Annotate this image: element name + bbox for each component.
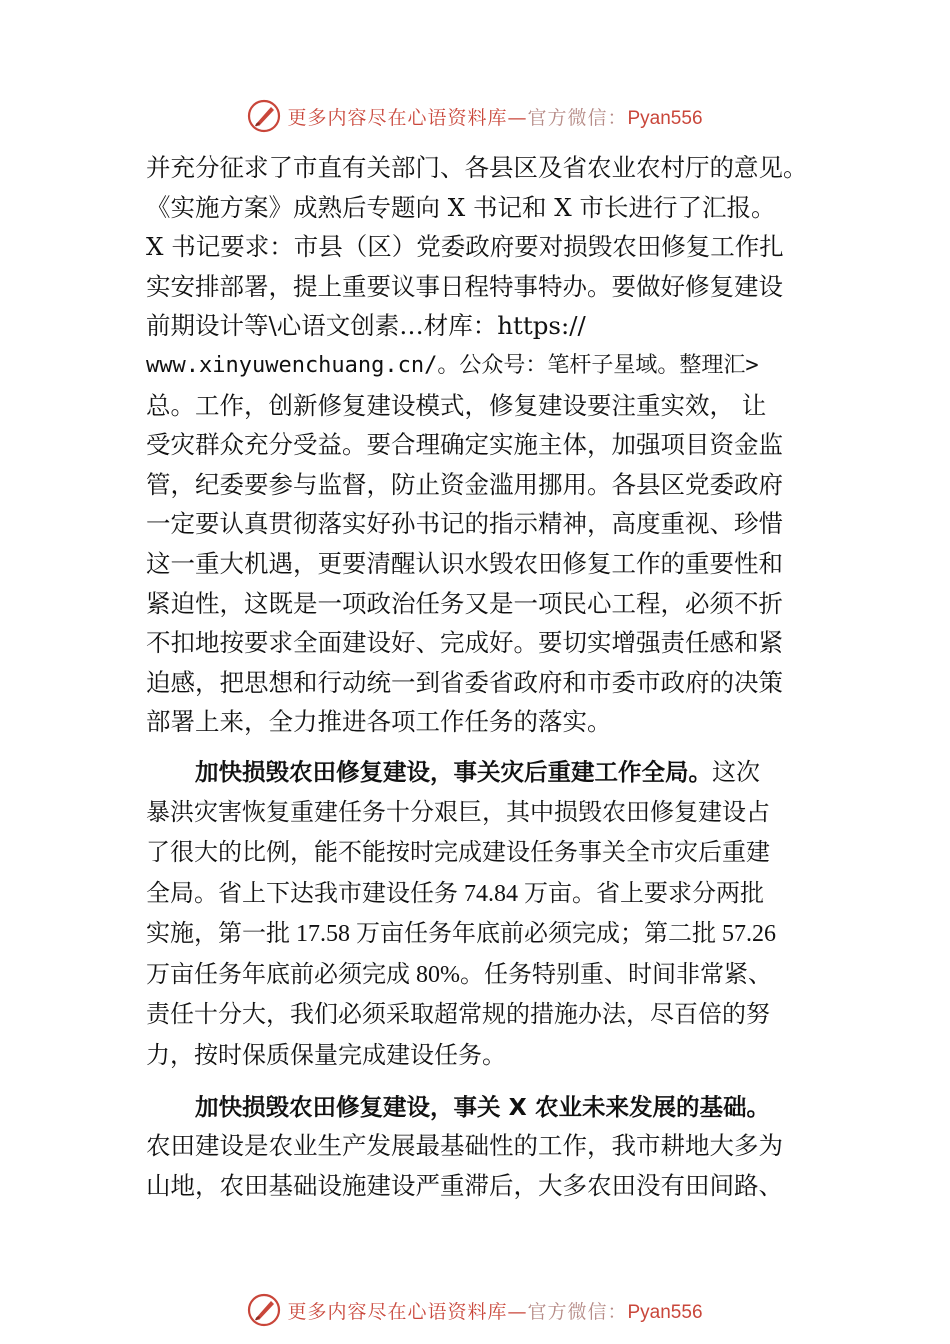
text-line: 暴洪灾害恢复重建任务十分艰巨，其中损毁农田修复建设占 [146, 799, 770, 826]
watermark-main: 更多内容尽在心语资料库 [287, 1300, 508, 1323]
paragraph-2-first-line [146, 752, 814, 793]
footer-watermark [0, 1290, 950, 1330]
text-line: 全局。省上下达我市建设任务 74.84 万亩。省上要求分两批 [146, 880, 764, 907]
text-line: 一定要认真贯彻落实好孙书记的指示精神，高度重视、珍惜 [146, 509, 783, 539]
paragraph-3-heading: 加快损毁农田修复建设，事关 X 农业未来发展的基础。 [195, 1092, 770, 1121]
watermark-wechat-id: Pyan556 [627, 107, 703, 129]
text-line: 迫感，把思想和行动统一到省委省政府和市委市政府的决策 [146, 667, 783, 697]
header-watermark-text [287, 103, 702, 130]
document-body [146, 148, 814, 1205]
text-line-url: www.xinyuwenchuang.cn/。公众号：笔杆子星域。整理汇> [146, 352, 759, 378]
text-line: 力，按时保质保量完成建设任务。 [146, 1043, 506, 1070]
paragraph-3-first-line [146, 1087, 814, 1127]
watermark-wechat-id: Pyan556 [627, 1301, 703, 1323]
text-line: 总。工作，创新修复建设模式，修复建设要注重实效， 让 [146, 390, 767, 420]
text-line: X 书记要求：市县（区）党委政府要对损毁农田修复工作扎 [146, 232, 784, 262]
text-line: 不扣地按要求全面建设好、完成好。要切实增强责任感和紧 [146, 628, 783, 658]
text-line: 《实施方案》成熟后专题向 X 书记和 X 市长进行了汇报。 [146, 192, 776, 222]
text-line: 农田建设是农业生产发展最基础性的工作，我市耕地大多为 [146, 1131, 783, 1161]
text-line: 实安排部署，提上重要议事日程特事特办。要做好修复建设 [146, 271, 783, 301]
text-line: 实施，第一批 17.58 万亩任务年底前必须完成；第二批 57.26 [146, 921, 776, 948]
paragraph-3 [146, 1087, 814, 1206]
paragraph-2 [146, 752, 814, 1077]
text-line: 山地，农田基础设施建设严重滞后，大多农田没有田间路、 [146, 1170, 783, 1200]
text-line: 部署上来，全力推进各项工作任务的落实。 [146, 707, 612, 737]
watermark-official: 官方微信： [527, 1300, 628, 1323]
text-line: 受灾群众充分受益。要合理确定实施主体，加强项目资金监 [146, 430, 783, 460]
text-line: 前期设计等\心语文创素…材库：https:// [146, 311, 586, 341]
header-watermark [0, 96, 950, 136]
paragraph-1 [146, 148, 814, 742]
text-line: 并充分征求了市直有关部门、各县区及省农业农村厅的意见。 [146, 153, 808, 182]
watermark-dash: — [507, 106, 528, 129]
brush-logo-icon [247, 1293, 281, 1327]
text-line: 紧迫性，这既是一项政治任务又是一项民心工程，必须不折 [146, 588, 783, 618]
text-line: 万亩任务年底前必须完成 80%。任务特别重、时间非常紧、 [146, 961, 772, 988]
watermark-dash: — [507, 1300, 528, 1323]
watermark-official: 官方微信： [527, 106, 628, 129]
text-line: 这一重大机遇，更要清醒认识水毁农田修复工作的重要性和 [146, 548, 783, 578]
paragraph-2-heading: 加快损毁农田修复建设，事关灾后重建工作全局。 [195, 757, 712, 786]
brush-logo-icon [247, 99, 281, 133]
footer-watermark-text [287, 1297, 702, 1324]
text-line: 责任十分大，我们必须采取超常规的措施办法，尽百倍的努 [146, 1002, 770, 1029]
watermark-main: 更多内容尽在心语资料库 [287, 106, 508, 129]
paragraph-2-first-tail: 这次 [712, 757, 760, 786]
text-line: 管，纪委要参与监督，防止资金滥用挪用。各县区党委政府 [146, 469, 783, 499]
text-line: 了很大的比例，能不能按时完成建设任务事关全市灾后重建 [146, 840, 770, 867]
